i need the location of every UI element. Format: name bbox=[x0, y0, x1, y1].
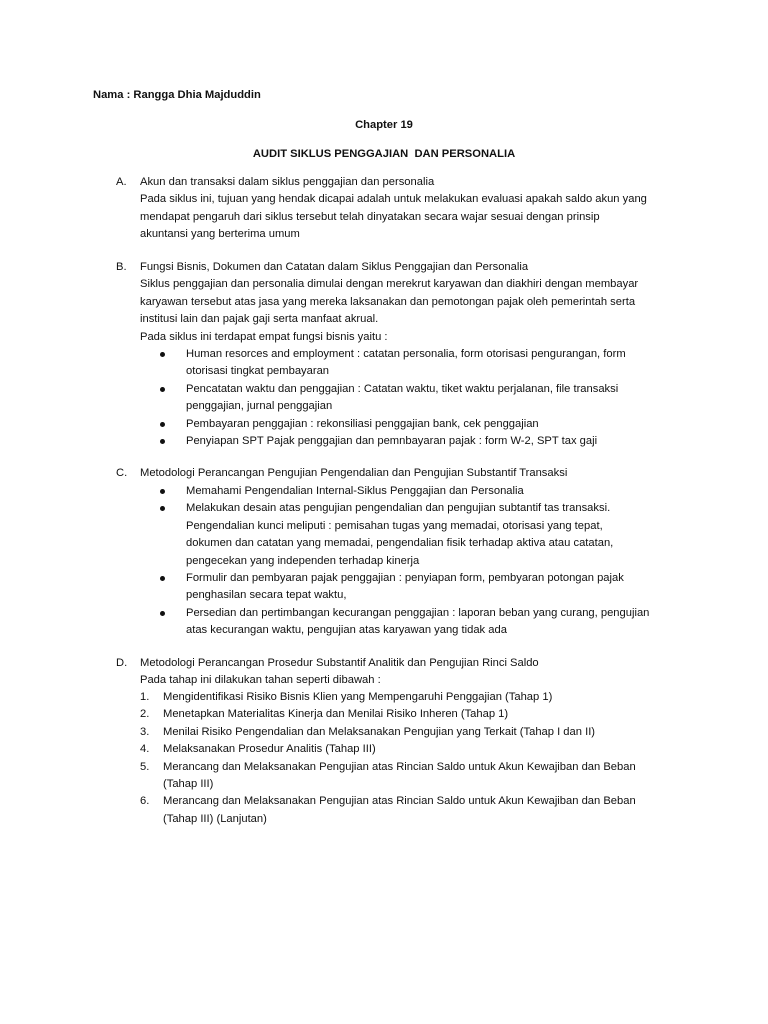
bullet-item bbox=[140, 433, 680, 450]
section-b-text: Siklus penggajian dan personalia dimulai dengan merekrut karyawan dan diakhiri dengan membayar bbox=[140, 278, 639, 291]
section-a-letter: A. bbox=[116, 176, 127, 188]
item-text: Merancang dan Melaksanakan Pengujian atas Rincian Saldo untuk Akun Kewajiban dan Beban bbox=[163, 760, 636, 773]
bullet-icon bbox=[160, 506, 165, 511]
section-d-numbered-list bbox=[140, 689, 680, 828]
bullet-text: otorisasi tingkat pembayaran bbox=[186, 365, 330, 378]
section-d bbox=[140, 655, 680, 690]
section-a-heading: Akun dan transaksi dalam siklus penggajian dan personalia bbox=[140, 176, 435, 188]
section-b-heading: Fungsi Bisnis, Dokumen dan Catatan dalam Siklus Penggajian dan Personalia bbox=[140, 261, 529, 273]
bullet-icon bbox=[160, 387, 165, 392]
section-a bbox=[140, 174, 680, 244]
item-number: 1. bbox=[140, 691, 150, 703]
bullet-text: Melakukan desain atas pengujian pengendalian dan pengujian subtantif tas transaksi. bbox=[186, 502, 611, 515]
bullet-text: atas kecurangan waktu, pengujian atas karyawan yang tidak ada bbox=[186, 624, 507, 637]
author-name: Nama : Rangga Dhia Majduddin bbox=[93, 89, 261, 101]
bullet-text: Penyiapan SPT Pajak penggajian dan pemnbayaran pajak : form W-2, SPT tax gaji bbox=[186, 435, 598, 448]
numbered-item bbox=[140, 706, 680, 723]
section-b-text: karyawan tersebut atas jasa yang mereka laksanakan dan pemotongan pajak oleh pemerintah serta bbox=[140, 295, 636, 308]
section-c-letter: C. bbox=[116, 467, 128, 479]
bullet-text: dokumen dan catatan yang memadai, pengendalian fisik terhadap aktiva atau catatan, bbox=[186, 537, 614, 550]
bullet-text: Persedian dan pertimbangan kecurangan penggajian : laporan beban yang curang, pengujian bbox=[186, 606, 650, 619]
numbered-item bbox=[140, 724, 680, 741]
item-text: Mengidentifikasi Risiko Bisnis Klien yang Mempengaruhi Penggajian (Tahap 1) bbox=[163, 691, 553, 703]
section-a-text: Pada siklus ini, tujuan yang hendak dicapai adalah untuk melakukan evaluasi apakah saldo akun yang bbox=[140, 193, 647, 206]
section-c bbox=[140, 465, 680, 482]
section-b bbox=[140, 259, 680, 346]
bullet-icon bbox=[160, 611, 165, 616]
bullet-icon bbox=[160, 422, 165, 427]
item-number: 3. bbox=[140, 725, 150, 738]
bullet-text: Human resorces and employment : catatan personalia, form otorisasi pengurangan, form bbox=[186, 348, 626, 360]
bullet-text: Pembayaran penggajian : rekonsiliasi penggajian bank, cek penggajian bbox=[186, 417, 539, 430]
bullet-icon bbox=[160, 352, 165, 357]
numbered-item bbox=[140, 793, 680, 828]
bullet-item bbox=[140, 416, 680, 433]
bullet-item bbox=[140, 381, 680, 416]
item-text: (Tahap III) bbox=[163, 778, 214, 791]
bullet-item bbox=[140, 500, 680, 570]
item-text: (Tahap III) (Lanjutan) bbox=[163, 812, 267, 825]
section-a-text: akuntansi yang berterima umum bbox=[140, 228, 300, 241]
bullet-item bbox=[140, 346, 680, 381]
bullet-text: Formulir dan pembyaran pajak penggajian : penyiapan form, pembyaran potongan pajak bbox=[186, 572, 624, 585]
numbered-item bbox=[140, 759, 680, 794]
bullet-text: penggajian, jurnal penggajian bbox=[186, 400, 333, 413]
item-number: 5. bbox=[140, 760, 150, 773]
section-c-heading: Metodologi Perancangan Pengujian Pengendalian dan Pengujian Substantif Transaksi bbox=[140, 467, 568, 479]
section-a-text: mendapat pengaruh dari siklus tersebut telah dinyatakan secara wajar sesuai dengan prinsip bbox=[140, 210, 600, 223]
bullet-text: Pencatatan waktu dan penggajian : Catatan waktu, tiket waktu perjalanan, file transaksi bbox=[186, 382, 619, 395]
numbered-item bbox=[140, 741, 680, 758]
section-d-heading: Metodologi Perancangan Prosedur Substantif Analitik dan Pengujian Rinci Saldo bbox=[140, 657, 539, 669]
numbered-item bbox=[140, 689, 680, 706]
item-text: Menilai Risiko Pengendalian dan Melaksanakan Pengujian yang Terkait (Tahap I dan II) bbox=[163, 725, 596, 738]
bullet-item bbox=[140, 483, 680, 500]
item-number: 6. bbox=[140, 795, 150, 808]
section-b-text: institusi lain dan pajak gaji serta manfaat akrual. bbox=[140, 313, 379, 326]
bullet-icon bbox=[160, 439, 165, 444]
item-text: Melaksanakan Prosedur Analitis (Tahap III) bbox=[163, 743, 376, 756]
bullet-text: Memahami Pengendalian Internal-Siklus Penggajian dan Personalia bbox=[186, 485, 524, 497]
bullet-text: penghasilan secara tepat waktu, bbox=[186, 589, 347, 602]
section-c-bullets bbox=[140, 483, 680, 640]
item-text: Menetapkan Materialitas Kinerja dan Menilai Risiko Inheren (Tahap 1) bbox=[163, 708, 509, 721]
document-title: AUDIT SIKLUS PENGGAJIAN DAN PERSONALIA bbox=[252, 148, 516, 160]
bullet-icon bbox=[160, 489, 165, 494]
section-b-text: Pada siklus ini terdapat empat fungsi bisnis yaitu : bbox=[140, 330, 388, 343]
item-text: Merancang dan Melaksanakan Pengujian atas Rincian Saldo untuk Akun Kewajiban dan Beban bbox=[163, 795, 636, 808]
bullet-text: pengecekan yang independen terhadap kinerja bbox=[186, 554, 420, 567]
section-b-bullets bbox=[140, 346, 680, 450]
bullet-icon bbox=[160, 576, 165, 581]
chapter-label: Chapter 19 bbox=[355, 119, 413, 131]
section-d-letter: D. bbox=[116, 657, 128, 669]
section-b-letter: B. bbox=[116, 261, 127, 273]
item-number: 4. bbox=[140, 743, 150, 756]
bullet-item bbox=[140, 570, 680, 605]
item-number: 2. bbox=[140, 708, 150, 721]
section-d-text: Pada tahap ini dilakukan tahan seperti dibawah : bbox=[140, 674, 381, 687]
bullet-item bbox=[140, 605, 680, 640]
bullet-text: Pengendalian kunci meliputi : pemisahan tugas yang memadai, otorisasi yang tepat, bbox=[186, 519, 603, 532]
